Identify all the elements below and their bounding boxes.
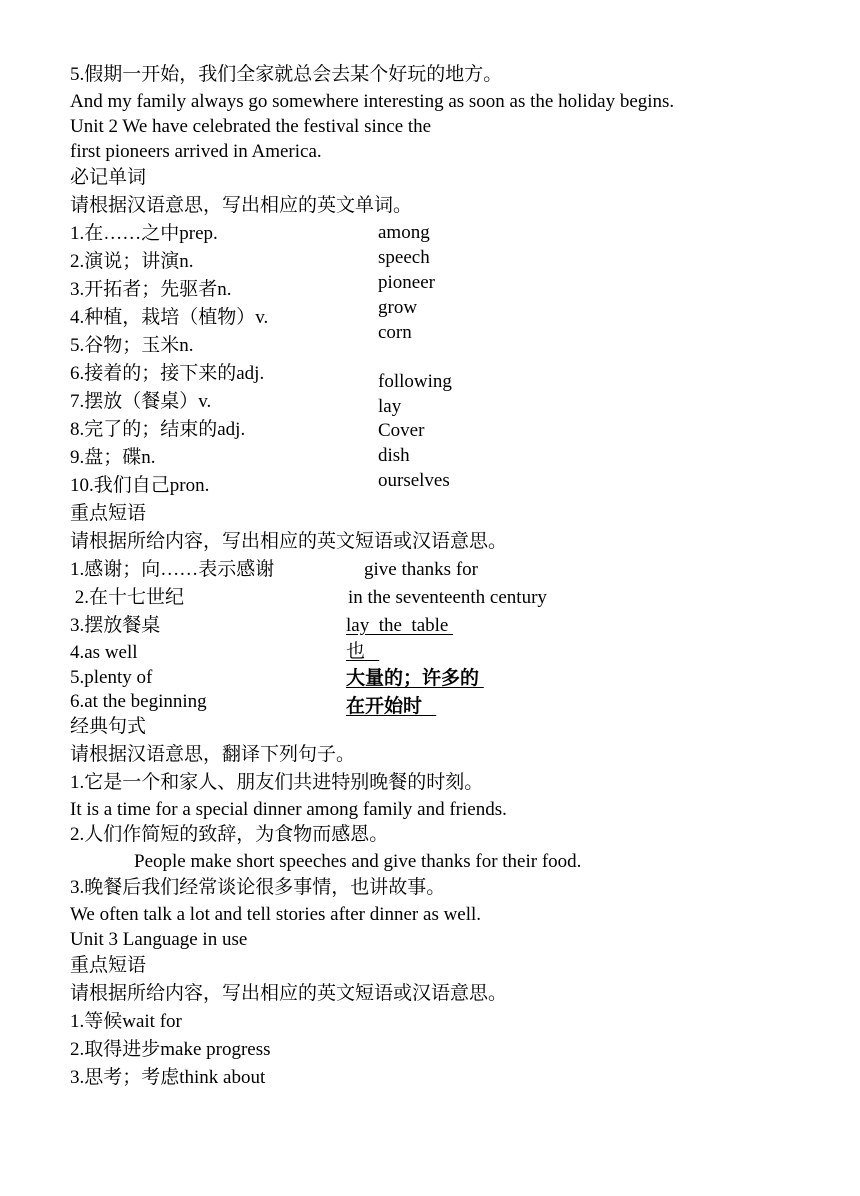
vocab-answer: lay [378,396,402,417]
vocab-question: 10.我们自己pron. [70,475,210,496]
sentences-instruction: 请根据汉语意思，翻译下列句子。 [70,744,356,765]
vocab-answer: Cover [378,420,425,441]
phrase-answer: give thanks for [364,559,478,580]
vocab-question: 5.谷物；玉米n. [70,335,194,356]
phrase-question: 3.摆放餐桌 [70,615,161,636]
vocab-answer: dish [378,445,410,466]
vocab-question: 8.完了的；结束的adj. [70,419,246,440]
sentence-english: We often talk a lot and tell stories after dinner as well. [70,904,482,925]
sentence-5-english: And my family always go somewhere interesting as soon as the holiday begins. [70,91,675,112]
vocab-question: 3.开拓者；先驱者n. [70,279,232,300]
phrase-question: 1.感谢；向……表示感谢 [70,559,275,580]
vocab-answer: following [378,371,452,392]
phrase-question: 2.在十七世纪 [70,587,185,608]
phrase-answer: 也 [346,641,380,662]
vocab-question: 4.种植，栽培（植物）v. [70,307,269,328]
sentence-5-chinese: 5.假期一开始，我们全家就总会去某个好玩的地方。 [70,64,503,85]
vocab-answer: pioneer [378,272,435,293]
unit3-phrase-item: 2.取得进步make progress [70,1039,271,1060]
vocab-heading: 必记单词 [70,167,147,188]
unit3-phrase-item: 1.等候wait for [70,1011,182,1032]
vocab-question: 7.摆放（餐桌）v. [70,391,212,412]
unit3-phrases-heading: 重点短语 [70,955,147,976]
vocab-answer: ourselves [378,470,450,491]
vocab-answer: among [378,222,430,243]
sentence-english: People make short speeches and give thanks for their food. [134,851,582,872]
phrase-question: 4.as well [70,642,138,663]
vocab-answer: speech [378,247,430,268]
phrase-question: 6.at the beginning [70,691,207,712]
unit3-phrases-instruction: 请根据所给内容，写出相应的英文短语或汉语意思。 [70,983,508,1004]
sentence-chinese: 2.人们作简短的致辞，为食物而感恩。 [70,824,389,845]
vocab-question: 2.演说；讲演n. [70,251,194,272]
phrase-answer: 在开始时 [346,696,437,717]
phrases-heading: 重点短语 [70,503,147,524]
phrase-answer: lay the table [346,615,454,636]
phrases-instruction: 请根据所给内容，写出相应的英文短语或汉语意思。 [70,531,508,552]
vocab-question: 9.盘；碟n. [70,447,156,468]
unit2-title-line1: Unit 2 We have celebrated the festival since the [70,116,432,137]
unit3-title: Unit 3 Language in use [70,929,248,950]
sentences-heading: 经典句式 [70,716,147,737]
sentence-english: It is a time for a special dinner among family and friends. [70,799,507,820]
unit3-phrase-item: 3.思考；考虑think about [70,1067,266,1088]
phrase-question: 5.plenty of [70,667,153,688]
vocab-question: 6.接着的；接下来的adj. [70,363,265,384]
vocab-instruction: 请根据汉语意思，写出相应的英文单词。 [70,195,413,216]
phrase-answer: 大量的；许多的 [346,668,484,689]
vocab-answer: corn [378,322,412,343]
sentence-chinese: 1.它是一个和家人、朋友们共进特别晚餐的时刻。 [70,772,484,793]
phrase-answer: in the seventeenth century [348,587,547,608]
vocab-question: 1.在……之中prep. [70,223,218,244]
vocab-answer: grow [378,297,418,318]
sentence-chinese: 3.晚餐后我们经常谈论很多事情，也讲故事。 [70,877,446,898]
unit2-title-line2: first pioneers arrived in America. [70,141,322,162]
